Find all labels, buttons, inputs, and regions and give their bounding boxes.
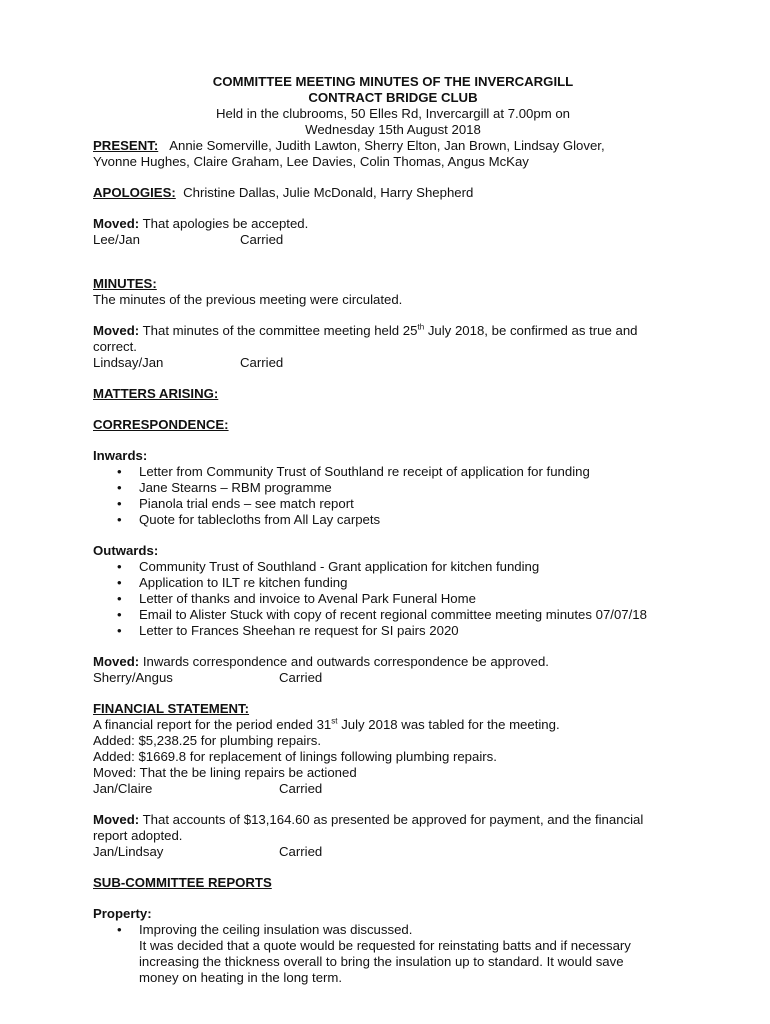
outwards-list xyxy=(93,559,693,639)
document-title-line-1: COMMITTEE MEETING MINUTES OF THE INVERCARGILL xyxy=(212,74,574,89)
property-list xyxy=(93,922,693,986)
list-item: • Community Trust of Southland - Grant application for kitchen funding xyxy=(93,559,693,575)
accounts-motion xyxy=(93,812,693,828)
inwards-label: Inwards: xyxy=(93,448,148,463)
moved-label: Moved: xyxy=(93,654,140,669)
list-item: • Pianola trial ends – see match report xyxy=(93,496,693,512)
apologies-line xyxy=(93,185,693,201)
list-item: • Jane Stearns – RBM programme xyxy=(93,480,693,496)
apologies-label: APOLOGIES: xyxy=(93,185,176,200)
moved-label: Moved: xyxy=(93,216,140,231)
minutes-motion-text-2: July 2018, be confirmed as true and xyxy=(427,323,638,338)
ordinal-suffix: st xyxy=(331,716,338,726)
minutes-heading: MINUTES: xyxy=(93,276,157,291)
document-title-line-2: CONTRACT BRIDGE CLUB xyxy=(308,90,478,105)
moved-label: Moved: xyxy=(93,812,140,827)
motion-result: Carried xyxy=(279,844,323,859)
minutes-signoff xyxy=(93,355,693,371)
movers: Jan/Claire xyxy=(93,781,153,796)
financial-text-2: July 2018 was tabled for the meeting. xyxy=(341,717,560,732)
financial-line-4: Moved: That the be lining repairs be actioned xyxy=(93,765,357,780)
outwards-label: Outwards: xyxy=(93,543,159,558)
matters-arising-heading: MATTERS ARISING: xyxy=(93,386,219,401)
minutes-document xyxy=(93,74,693,986)
minutes-motion-line-2: correct. xyxy=(93,339,137,354)
correspondence-motion-text: Inwards correspondence and outwards correspondence be approved. xyxy=(142,654,549,669)
present-line-1 xyxy=(93,138,693,154)
property-item-line-1: • Improving the ceiling insulation was discussed. xyxy=(139,922,413,937)
subcommittee-heading: SUB-COMMITTEE REPORTS xyxy=(93,875,272,890)
financial-signoff-2 xyxy=(93,844,693,860)
minutes-motion xyxy=(93,323,693,339)
correspondence-heading: CORRESPONDENCE: xyxy=(93,417,229,432)
financial-line-2: Added: $5,238.25 for plumbing repairs. xyxy=(93,733,321,748)
correspondence-motion xyxy=(93,654,693,670)
movers: Lindsay/Jan xyxy=(93,355,164,370)
motion-result: Carried xyxy=(279,781,323,796)
accounts-motion-line-2: report adopted. xyxy=(93,828,183,843)
list-item: • Quote for tablecloths from All Lay carpets xyxy=(93,512,693,528)
list-item: • Letter from Community Trust of Southland re receipt of application for funding xyxy=(93,464,693,480)
ordinal-suffix: th xyxy=(417,322,425,332)
inwards-list xyxy=(93,464,693,528)
meeting-location-line-2: Wednesday 15th August 2018 xyxy=(305,122,481,137)
present-names-1: Annie Somerville, Judith Lawton, Sherry Elton, Jan Brown, Lindsay Glover, xyxy=(169,138,605,153)
property-label: Property: xyxy=(93,906,152,921)
list-item: • Letter to Frances Sheehan re request for SI pairs 2020 xyxy=(93,623,693,639)
financial-signoff-1 xyxy=(93,781,693,797)
list-item: • Letter of thanks and invoice to Avenal Park Funeral Home xyxy=(93,591,693,607)
moved-label: Moved: xyxy=(93,323,140,338)
list-item: • Application to ILT re kitchen funding xyxy=(93,575,693,591)
list-item: • Email to Alister Stuck with copy of recent regional committee meeting minutes 07/07/18 xyxy=(93,607,693,623)
property-item-line-2: It was decided that a quote would be requested for reinstating batts and if necessary xyxy=(139,938,631,953)
accounts-motion-text: That accounts of $13,164.60 as presented be approved for payment, and the financial xyxy=(142,812,644,827)
financial-line-3: Added: $1669.8 for replacement of linings following plumbing repairs. xyxy=(93,749,497,764)
apologies-motion-text: That apologies be accepted. xyxy=(142,216,309,231)
apologies-names: Christine Dallas, Julie McDonald, Harry Shepherd xyxy=(183,185,474,200)
apologies-motion xyxy=(93,216,693,232)
property-item-line-3: increasing the thickness overall to bring the insulation up to standard. It would save xyxy=(139,954,624,969)
correspondence-signoff xyxy=(93,670,693,686)
financial-heading: FINANCIAL STATEMENT: xyxy=(93,701,250,716)
property-item-line-4: money on heating in the long term. xyxy=(139,970,343,985)
list-item xyxy=(93,922,693,986)
present-label: PRESENT: xyxy=(93,138,159,153)
apologies-signoff xyxy=(93,232,693,248)
present-names-2: Yvonne Hughes, Claire Graham, Lee Davies, Colin Thomas, Angus McKay xyxy=(93,154,529,169)
minutes-motion-text: That minutes of the committee meeting held 25 xyxy=(142,323,418,338)
minutes-text: The minutes of the previous meeting were circulated. xyxy=(93,292,403,307)
financial-line-1 xyxy=(93,717,693,733)
movers: Lee/Jan xyxy=(93,232,140,247)
movers: Jan/Lindsay xyxy=(93,844,164,859)
motion-result: Carried xyxy=(240,355,284,370)
financial-text: A financial report for the period ended 31 xyxy=(93,717,332,732)
meeting-location-line-1: Held in the clubrooms, 50 Elles Rd, Invercargill at 7.00pm on xyxy=(215,106,571,121)
motion-result: Carried xyxy=(240,232,284,247)
movers: Sherry/Angus xyxy=(93,670,173,685)
motion-result: Carried xyxy=(279,670,323,685)
